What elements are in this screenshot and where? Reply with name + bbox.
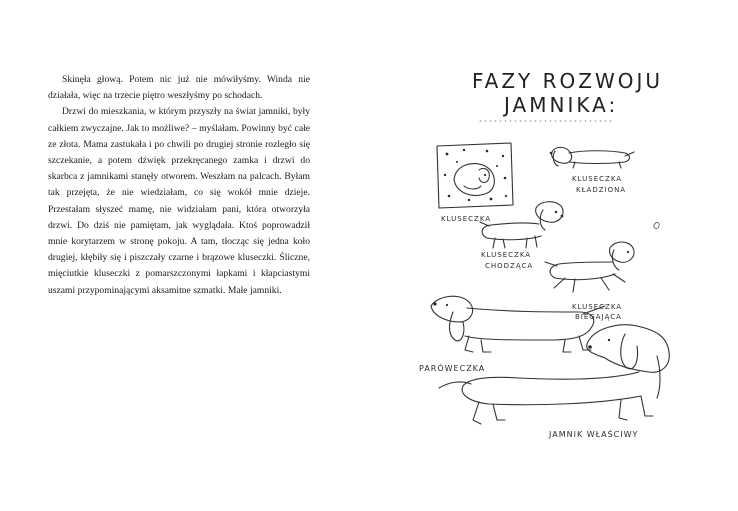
running-puppy-drawing xyxy=(545,222,659,292)
blanket-puppy-drawing xyxy=(437,143,513,208)
dachshund-phases-illustration xyxy=(369,0,738,511)
label-jamnik-wlasciwy: JAMNIK WŁAŚCIWY xyxy=(549,430,639,439)
walking-puppy-drawing xyxy=(480,202,563,248)
label-parowkeczka: PARÓWECZKA xyxy=(419,364,486,373)
illustration-title-line-1: FAZY ROZWOJU xyxy=(472,69,664,93)
label-kluseczka-kladziona: KLUSECZKA KŁADZIONA xyxy=(572,175,627,194)
lying-puppy-drawing xyxy=(550,147,634,168)
label-kluseczka-chodzaca: KLUSECZKA CHODZĄCA xyxy=(481,251,534,270)
right-page xyxy=(369,0,738,511)
story-text xyxy=(48,72,310,299)
illustration-title-line-2: JAMNIKA: xyxy=(504,93,619,117)
paragraph-2: Drzwi do mieszkania, w którym przyszły na świat jamniki, były całkiem zwyczajne. Jak to możliwe? – myślałam. Powinny być całe ze złota. Mama zastukała i po chwili po drugiej stronie rozległo się szczekanie, a potem dźwięk przekręcanego zamka i drzwi do skarbca z jamnikami stanęły otworem. Weszłam na palcach. Byłam tak przejęta, że nie wiedziałam, co się wokół mnie dzieje. Przestałam słyszeć mamę, nie widziałam pani, która otworzyła drzwi. Do dziś nie pamiętam, jak wyglądała. Ktoś poprowadził mnie korytarzem w stronę pokoju. A tam, tłocząc się jedna koło drugiej, kłębiły się i piszczały czarne i brązowe kluseczki. Śliczne, mięciutkie kluseczki z pomarszczonymi łapkami i kłapciastymi uszami przypominającymi aksamitne szmatki. Małe jamniki. xyxy=(48,106,310,296)
label-kluseczka-biegajaca: KLUSECZKA BIEGAJĄCA xyxy=(572,303,623,321)
label-kluseczka: KLUSECZKA xyxy=(441,215,492,223)
paragraph-1: Skinęła głową. Potem nic już nie mówiłyśmy. Winda nie działała, więc na trzecie piętro weszłyśmy po schodach. xyxy=(48,74,310,102)
